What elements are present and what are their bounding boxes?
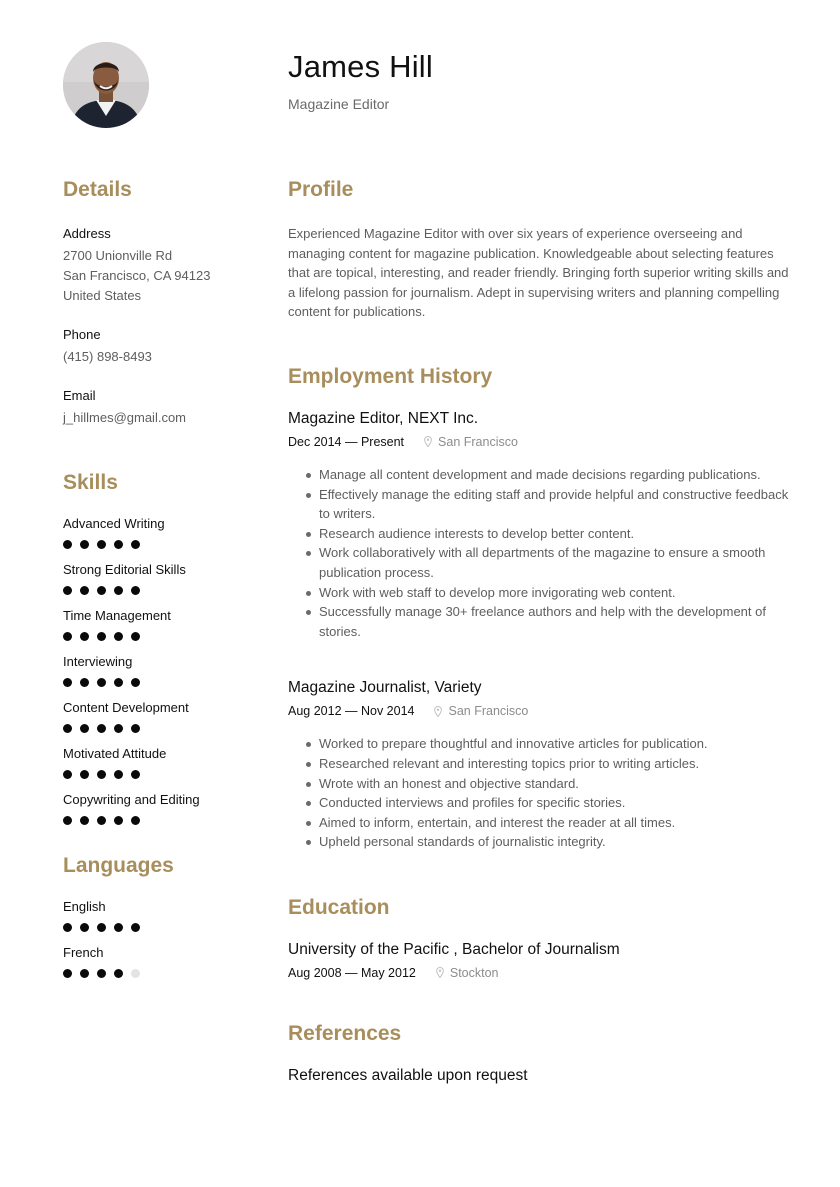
skill-item — [63, 607, 263, 641]
rating-dot-filled — [80, 678, 89, 687]
rating-dot-filled — [80, 632, 89, 641]
education-meta — [288, 964, 793, 982]
address-line: 2700 Unionville Rd — [63, 248, 173, 263]
details-title: Details — [63, 178, 132, 201]
rating-dot-filled — [97, 724, 106, 733]
list-item: Successfully manage 30+ freelance authors and help with the development of stories. — [288, 602, 793, 641]
rating-dot-filled — [114, 770, 123, 779]
education-heading: University of the Pacific , Bachelor of Journalism — [288, 940, 620, 958]
list-item: Upheld personal standards of journalistic integrity. — [288, 832, 793, 852]
list-item: Work collaboratively with all departments of the magazine to ensure a smooth publication process. — [288, 543, 793, 582]
rating-dot-filled — [131, 770, 140, 779]
rating-dot-filled — [97, 678, 106, 687]
rating-dot-filled — [131, 724, 140, 733]
rating-dot-filled — [63, 724, 72, 733]
skill-rating — [63, 770, 263, 779]
skill-item — [63, 561, 263, 595]
job-dates: Dec 2014 — Present — [288, 434, 405, 449]
address-line: United States — [63, 288, 142, 303]
location-pin-icon — [436, 967, 444, 978]
profile-title: Profile — [288, 178, 354, 201]
right-column — [288, 176, 793, 1087]
skill-rating — [63, 586, 263, 595]
rating-dot-filled — [63, 678, 72, 687]
job-location — [434, 702, 528, 720]
skill-name: Content Development — [63, 700, 189, 715]
language-item — [63, 898, 263, 932]
rating-dot-filled — [114, 816, 123, 825]
rating-dot-filled — [80, 586, 89, 595]
list-item: Worked to prepare thoughtful and innovative articles for publication. — [288, 734, 793, 754]
list-item: Work with web staff to develop more invigorating web content. — [288, 583, 793, 603]
rating-dot-filled — [131, 678, 140, 687]
language-rating — [63, 969, 263, 978]
email-value: j_hillmes@gmail.com — [63, 410, 187, 425]
rating-dot-filled — [114, 969, 123, 978]
skill-name: Interviewing — [63, 654, 133, 669]
rating-dot-filled — [131, 586, 140, 595]
skill-item — [63, 653, 263, 687]
language-name: English — [63, 899, 106, 914]
rating-dot-filled — [114, 632, 123, 641]
list-item: Manage all content development and made decisions regarding publications. — [288, 465, 793, 485]
rating-dot-filled — [63, 816, 72, 825]
skills-list — [63, 515, 263, 825]
education-location-text: Stockton — [449, 965, 499, 980]
rating-dot-filled — [97, 816, 106, 825]
address-block — [63, 225, 263, 306]
language-name: French — [63, 945, 104, 960]
references-text: References available upon request — [288, 1066, 528, 1084]
rating-dot-filled — [97, 632, 106, 641]
job-entry — [288, 677, 793, 852]
skill-rating — [63, 632, 263, 641]
skills-title: Skills — [63, 471, 118, 494]
job-heading: Magazine Journalist, Variety — [288, 679, 482, 697]
rating-dot-filled — [80, 724, 89, 733]
job-location-text: San Francisco — [438, 434, 518, 449]
email-label: Email — [63, 388, 96, 403]
job-bullets — [288, 734, 793, 852]
skill-item — [63, 791, 263, 825]
language-item — [63, 944, 263, 978]
skill-name: Time Management — [63, 608, 171, 623]
rating-dot-filled — [114, 724, 123, 733]
phone-label: Phone — [63, 327, 101, 342]
skill-name: Advanced Writing — [63, 516, 165, 531]
rating-dot-filled — [80, 770, 89, 779]
rating-dot-filled — [114, 540, 123, 549]
skill-rating — [63, 724, 263, 733]
address-line: San Francisco, CA 94123 — [63, 268, 211, 283]
rating-dot-filled — [97, 586, 106, 595]
location-pin-icon — [424, 436, 432, 447]
rating-dot-filled — [63, 632, 72, 641]
candidate-job-title: Magazine Editor — [288, 96, 390, 112]
job-heading: Magazine Editor, NEXT Inc. — [288, 409, 479, 427]
skill-name: Motivated Attitude — [63, 746, 167, 761]
language-rating — [63, 923, 263, 932]
employment-title: Employment History — [288, 364, 493, 388]
avatar — [63, 42, 149, 128]
rating-dot-empty — [131, 969, 140, 978]
rating-dot-filled — [97, 969, 106, 978]
skill-rating — [63, 540, 263, 549]
person-photo-icon — [63, 42, 149, 128]
phone-value: (415) 898-8493 — [63, 349, 152, 364]
skill-item — [63, 745, 263, 779]
skill-rating — [63, 678, 263, 687]
job-dates: Aug 2012 — Nov 2014 — [288, 704, 415, 719]
rating-dot-filled — [114, 678, 123, 687]
job-location — [424, 433, 518, 451]
list-item: Conducted interviews and profiles for specific stories. — [288, 793, 793, 813]
rating-dot-filled — [63, 586, 72, 595]
list-item: Effectively manage the editing staff and provide helpful and constructive feedback to writers. — [288, 485, 793, 524]
rating-dot-filled — [63, 923, 72, 932]
rating-dot-filled — [80, 540, 89, 549]
job-meta — [288, 702, 793, 720]
rating-dot-filled — [97, 923, 106, 932]
rating-dot-filled — [80, 969, 89, 978]
skill-name: Copywriting and Editing — [63, 792, 200, 807]
rating-dot-filled — [114, 586, 123, 595]
rating-dot-filled — [131, 816, 140, 825]
skill-item — [63, 699, 263, 733]
rating-dot-filled — [131, 632, 140, 641]
address-label: Address — [63, 226, 111, 241]
rating-dot-filled — [97, 770, 106, 779]
left-column — [63, 176, 263, 990]
address-value — [63, 246, 263, 306]
languages-list — [63, 898, 263, 978]
list-item: Research audience interests to develop better content. — [288, 524, 793, 544]
job-meta — [288, 433, 793, 451]
candidate-name: James Hill — [288, 49, 433, 84]
rating-dot-filled — [131, 540, 140, 549]
email-block — [63, 387, 263, 428]
job-bullets — [288, 465, 793, 641]
rating-dot-filled — [131, 923, 140, 932]
rating-dot-filled — [97, 540, 106, 549]
phone-block — [63, 326, 263, 367]
skill-item — [63, 515, 263, 549]
skill-name: Strong Editorial Skills — [63, 562, 186, 577]
rating-dot-filled — [63, 540, 72, 549]
languages-title: Languages — [63, 854, 174, 877]
references-title: References — [288, 1021, 402, 1045]
rating-dot-filled — [63, 969, 72, 978]
list-item: Aimed to inform, entertain, and interest the reader at all times. — [288, 813, 793, 833]
rating-dot-filled — [80, 923, 89, 932]
rating-dot-filled — [80, 816, 89, 825]
list-item: Researched relevant and interesting topics prior to writing articles. — [288, 754, 793, 774]
education-dates: Aug 2008 — May 2012 — [288, 965, 416, 980]
location-pin-icon — [434, 706, 442, 717]
skill-rating — [63, 816, 263, 825]
rating-dot-filled — [114, 923, 123, 932]
education-title: Education — [288, 895, 390, 919]
list-item: Wrote with an honest and objective standard. — [288, 774, 793, 794]
education-location — [436, 964, 499, 982]
job-location-text: San Francisco — [448, 704, 529, 719]
education-entry — [288, 939, 793, 982]
rating-dot-filled — [63, 770, 72, 779]
job-entry — [288, 408, 793, 641]
profile-text: Experienced Magazine Editor with over six years of experience overseeing and managing content for magazine publication. Knowledgeable about selecting features that are topical, interesting, and reader friendly. Bringing forth superior writing skills and a lifelong passion for journalism. Adept in supervising writers and planning compelling content for publications. — [288, 226, 789, 320]
